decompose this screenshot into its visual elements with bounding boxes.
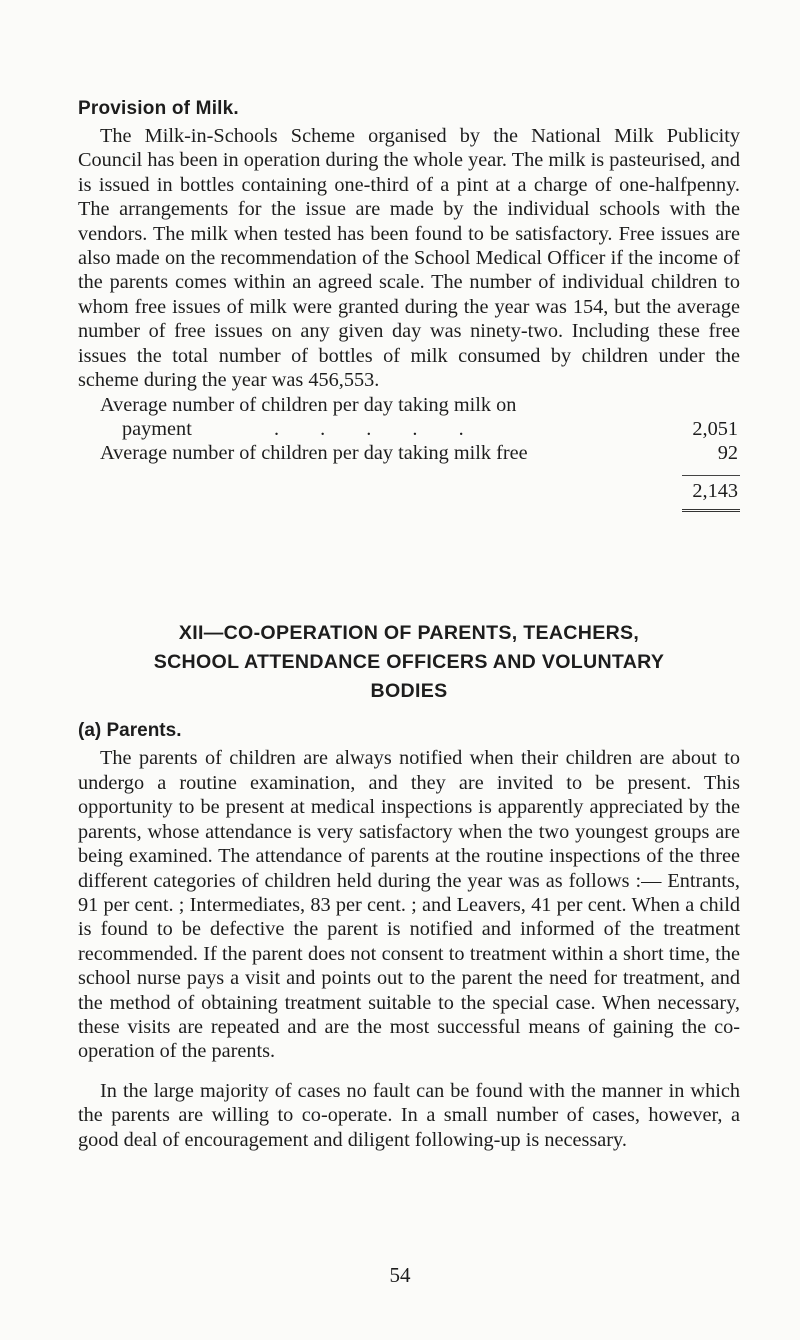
section-title bbox=[78, 619, 740, 706]
stats-row2-value: 92 bbox=[717, 442, 738, 465]
page-number: 54 bbox=[389, 1263, 411, 1287]
parents-paragraph-1: The parents of children are always notified when their children are about to undergo a routine examination, and they are invited to be present. This opportunity to be present at medical inspections is apparently appreciated by the parents, whose attendance is very satisfactory when the two youngest groups are being examined. The attendance of parents at the routine inspections of the three different categories of children held during the year was as follows :— Entrants, 91 per cent. ; Intermediates, 83 per cent. ; and Leavers, 41 per cent. When a child is found to be defective the parent is notified and informed of the treatment recommended. If the parent does not consent to treatment within a short time, the school nurse pays a visit and points out to the parent the need for treatment, and the method of obtaining treatment suitable to the special case. When necessary, these visits are repeated and are the most successful means of gaining the co-operation of the parents. bbox=[78, 747, 740, 1063]
stats-row1-dots: . . . . . bbox=[274, 418, 482, 441]
parents-paragraph-2: In the large majority of cases no fault can be found with the manner in which the parents are willing to co-operate. In a small number of cases, however, a good deal of encouragement and diligent following-up is necessary. bbox=[78, 1079, 740, 1151]
section-title-line3: BODIES bbox=[370, 680, 448, 703]
section-title-line1: XII—CO-OPERATION OF PARENTS, TEACHERS, bbox=[178, 622, 640, 645]
document-page bbox=[78, 98, 740, 1152]
stats-row1-line2: payment bbox=[122, 418, 192, 441]
milk-heading: Provision of Milk. bbox=[78, 98, 239, 119]
milk-paragraph: The Milk-in-Schools Scheme organised by the National Milk Publicity Council has been in operation during the whole year. The milk is pasteurised, and is issued in bottles containing one-third of a pint at a charge of one-halfpenny. The arrangements for the issue are made by the individual schools with the vendors. The milk when tested has been found to be satisfactory. Free issues are also made on the recommendation of the School Medical Officer if the income of the parents comes within an agreed scale. The number of individual children to whom free issues of milk were granted during the year was 154, but the average number of free issues on any given day was ninety-two. Including these free issues the total number of bottles of milk consumed by children under the scheme during the year was 456,553. bbox=[78, 125, 740, 392]
sum-rule bbox=[682, 475, 740, 476]
milk-stats-table bbox=[78, 393, 740, 545]
section-title-line2: SCHOOL ATTENDANCE OFFICERS AND VOLUNTARY bbox=[153, 651, 665, 674]
stats-total: 2,143 bbox=[692, 480, 738, 503]
stats-row1-line1: Average number of children per day taking milk on bbox=[100, 394, 517, 417]
stats-row2-label: Average number of children per day taking milk free bbox=[100, 442, 528, 465]
parents-heading: (a) Parents. bbox=[78, 720, 182, 742]
stats-row1-value: 2,051 bbox=[692, 418, 738, 441]
paragraph-gap bbox=[78, 1064, 740, 1079]
total-double-rule bbox=[682, 509, 740, 512]
